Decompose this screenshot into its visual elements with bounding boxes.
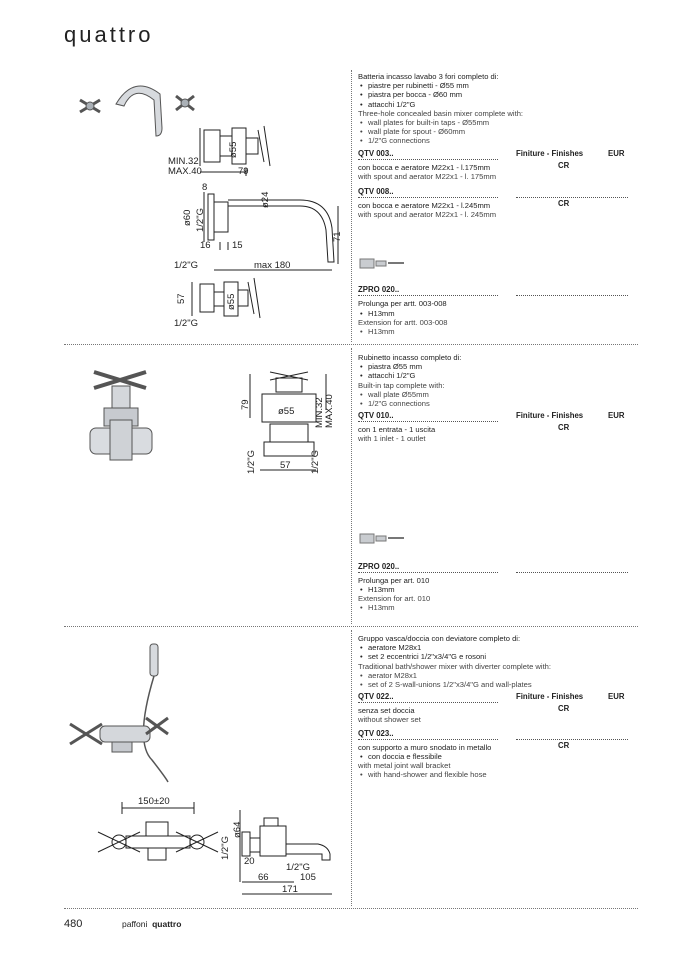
bullet-it: • aeratore M28x1	[358, 643, 638, 652]
product-row-header	[358, 692, 638, 704]
product-info-basin-mixer	[358, 72, 638, 336]
finishes-label: Finiture - Finishes	[516, 148, 584, 158]
dim-thread-2: 1/2"G	[310, 450, 321, 474]
product-description	[358, 704, 638, 724]
eur-label: EUR	[608, 411, 625, 421]
product-description	[358, 161, 638, 181]
desc-en: with 1 inlet - 1 outlet	[358, 434, 426, 444]
product-image-bath-shower-mixer	[70, 644, 168, 782]
dim-57: 57	[176, 293, 187, 304]
finish-code: CR	[558, 199, 570, 209]
product-row-header	[358, 411, 638, 423]
acc-it: Prolunga per artt. 003-008	[358, 299, 447, 309]
dim-d24: ø24	[260, 191, 271, 208]
accessory-code: ZPRO 020..	[358, 285, 400, 295]
column-divider	[351, 630, 352, 906]
finishes-label: Finiture - Finishes	[516, 411, 584, 421]
dim-66: 66	[258, 872, 269, 883]
accessory-image	[358, 257, 638, 269]
product-info-bath-shower-mixer	[358, 634, 638, 779]
technical-drawing-bath-shower-mixer	[64, 632, 349, 904]
brand-title: quattro	[64, 22, 154, 47]
product-row-header	[358, 729, 638, 741]
dim-thread-1: 1/2"G	[220, 836, 231, 860]
product-code: QTV 010..	[358, 411, 394, 421]
column-divider	[351, 348, 352, 624]
bullet-en: • set of 2 S-wall-unions 1/2"x3/4"G and wall-plates	[358, 680, 638, 689]
desc-it: con bocca e aeratore M22x1 - l.245mm	[358, 201, 491, 211]
dim-min: MIN.32	[168, 156, 199, 167]
product-description	[358, 741, 638, 780]
section-divider	[64, 908, 638, 909]
product-info-built-in-tap	[358, 353, 638, 612]
bullet-it: • piastra per bocca - Ø60 mm	[358, 90, 638, 99]
dim-d55: ø55	[228, 141, 239, 158]
accessory-code: ZPRO 020..	[358, 561, 400, 571]
bullet-en: • wall plate for spout - Ø60mm	[358, 127, 638, 136]
dim-105: 105	[300, 872, 316, 883]
acc-en: Extension for art. 010	[358, 594, 431, 604]
desc-it: senza set doccia	[358, 706, 415, 716]
desc-en: with spout and aerator M22x1 - l. 175mm	[358, 171, 497, 181]
footer-brand-bold: quattro	[152, 919, 182, 929]
bullet-it: • attacchi 1/2"G	[358, 100, 638, 109]
accessory-description	[358, 297, 638, 336]
bullet-it: • set 2 eccentrici 1/2"x3/4"G e rosoni	[358, 652, 638, 661]
bullet-en: • 1/2"G connections	[358, 399, 638, 408]
accessory-row-header	[358, 562, 638, 574]
bullet-it: • piastra Ø55 mm	[358, 362, 638, 371]
intro-en: Built-in tap complete with:	[358, 380, 445, 390]
technical-drawing-built-in-tap	[64, 350, 349, 622]
bullet-it: • piastre per rubinetti - Ø55 mm	[358, 81, 638, 90]
dim-thread-1: 1/2"G	[174, 260, 198, 271]
accessory-row-header	[358, 285, 638, 297]
intro-en: Three-hole concealed basin mixer complete with:	[358, 108, 524, 118]
desc-en-bullet: • with hand-shower and flexible hose	[358, 770, 638, 779]
eur-label: EUR	[608, 692, 625, 702]
desc-en: with spout and aerator M22x1 - l. 245mm	[358, 210, 497, 220]
finish-code: CR	[558, 704, 570, 714]
finish-code: CR	[558, 160, 570, 170]
desc-it: con supporto a muro snodato in metallo	[358, 742, 492, 752]
product-code: QTV 023..	[358, 728, 394, 738]
product-row-header	[358, 149, 638, 161]
desc-en: without shower set	[358, 715, 421, 725]
bullet-it: • attacchi 1/2"G	[358, 371, 638, 380]
product-image-built-in-tap	[90, 372, 152, 460]
column-divider	[351, 70, 352, 342]
dim-150: 150±20	[138, 796, 170, 807]
dim-min: MIN.32	[314, 397, 325, 428]
acc-en: Extension for artt. 003-008	[358, 317, 448, 327]
bullet-en: • aerator M28x1	[358, 671, 638, 680]
extension-icon	[358, 532, 408, 544]
finish-code: CR	[558, 423, 570, 433]
footer-brand	[122, 919, 181, 929]
desc-en: with metal joint wall bracket	[358, 761, 451, 771]
dim-57: 57	[280, 460, 291, 471]
section-divider	[64, 344, 638, 345]
page-number: 480	[64, 918, 83, 930]
acc-en-bullet: • H13mm	[358, 603, 638, 612]
technical-drawing-basin-mixer	[64, 70, 349, 342]
desc-it: con 1 entrata - 1 uscita	[358, 425, 436, 435]
dim-79: 79	[238, 166, 249, 177]
accessory-image	[358, 532, 638, 544]
acc-en-bullet: • H13mm	[358, 327, 638, 336]
product-row-header	[358, 187, 638, 199]
bullet-en: • wall plates for built-in taps - Ø55mm	[358, 118, 638, 127]
acc-it-bullet: • H13mm	[358, 309, 638, 318]
dim-thread-1: 1/2"G	[246, 450, 257, 474]
acc-it-bullet: • H13mm	[358, 585, 638, 594]
section-divider	[64, 626, 638, 627]
acc-it: Prolunga per art. 010	[358, 575, 430, 585]
dim-d64: ø64	[232, 821, 243, 838]
footer-brand-light: paffoni	[122, 919, 148, 929]
dim-15: 15	[232, 240, 243, 251]
dim-171: 171	[282, 884, 298, 895]
finishes-label: Finiture - Finishes	[516, 692, 584, 702]
dim-thread-2: 1/2"G	[174, 318, 198, 329]
dim-d60: ø60	[182, 209, 193, 226]
product-code: QTV 003..	[358, 148, 394, 158]
dim-thread-spout: 1/2"G	[195, 208, 206, 232]
product-description	[358, 199, 638, 219]
bullet-en: • wall plate Ø55mm	[358, 390, 638, 399]
eur-label: EUR	[608, 148, 625, 158]
dim-max180: max 180	[254, 260, 291, 271]
dim-8: 8	[202, 182, 208, 193]
desc-it-bullet: • con doccia e flessibile	[358, 752, 638, 761]
dim-71: 71	[332, 231, 343, 242]
product-code: QTV 022..	[358, 692, 394, 702]
desc-it: con bocca e aeratore M22x1 - l.175mm	[358, 162, 491, 172]
intro-it: Rubinetto incasso completo di:	[358, 353, 462, 362]
intro-it: Gruppo vasca/doccia con deviatore completo di:	[358, 634, 521, 643]
dim-max: MAX.40	[168, 166, 202, 177]
extension-icon	[358, 257, 408, 269]
product-description	[358, 423, 638, 443]
intro-it: Batteria incasso lavabo 3 fori completo di:	[358, 72, 499, 81]
dim-d55: ø55	[278, 406, 295, 417]
product-image-basin-mixer	[80, 86, 194, 136]
dim-79: 79	[240, 399, 251, 410]
dim-20: 20	[244, 856, 255, 867]
bullet-en: • 1/2"G connections	[358, 136, 638, 145]
intro-en: Traditional bath/shower mixer with diverter complete with:	[358, 661, 552, 671]
finish-code: CR	[558, 740, 570, 750]
dim-thread-2: 1/2"G	[286, 862, 310, 873]
product-code: QTV 008..	[358, 187, 394, 197]
accessory-description	[358, 574, 638, 613]
dim-max: MAX.40	[324, 394, 335, 428]
dim-16: 16	[200, 240, 211, 251]
dim-d55-side: ø55	[226, 293, 237, 310]
